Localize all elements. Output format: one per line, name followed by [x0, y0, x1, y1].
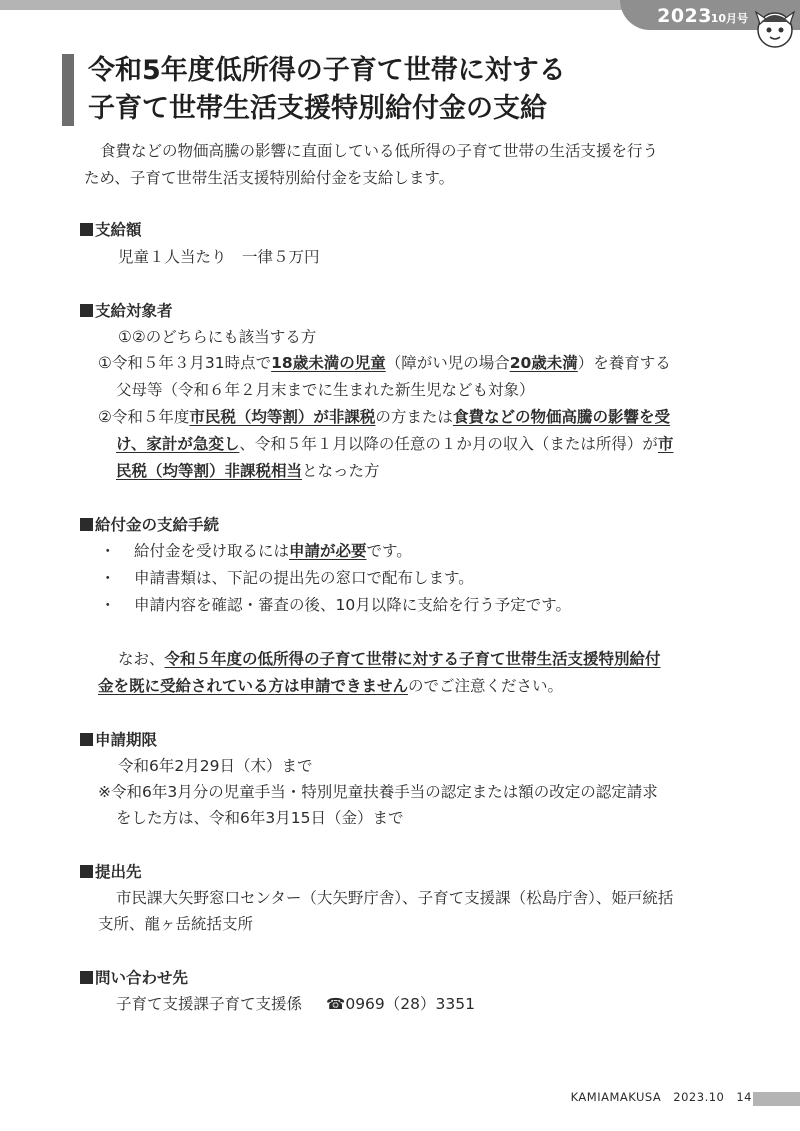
contact-phone: 0969（28）3351	[345, 995, 475, 1013]
eligibility-item-2: ②令和５年度市民税（均等割）が非課税の方または食費などの物価高騰の影響を受	[98, 408, 670, 426]
bullet-2-mark: ・	[100, 569, 116, 587]
eligibility-item-1-line-2: 父母等（令和６年２月末までに生まれた新生児なども対象）	[116, 381, 535, 399]
amount-text: 児童１人当たり 一律５万円	[118, 248, 320, 266]
period-note-line-1: ※令和6年3月分の児童手当・特別児童扶養手当の認定または額の改定の認定請求	[98, 783, 658, 801]
footer-bar	[753, 1092, 800, 1106]
phone-icon: ☎	[326, 995, 346, 1013]
procedure-bullet-3: 申請内容を確認・審査の後、10月以降に支給を行う予定です。	[134, 596, 571, 614]
title-accent-bar	[62, 54, 74, 126]
bullet-3-mark: ・	[100, 596, 116, 614]
heading-procedure: 給付金の支給手続	[80, 512, 219, 538]
eligibility-item-2-line-3: 民税（均等割）非課税相当となった方	[116, 462, 380, 480]
intro-line-2: ため、子育て世帯生活支援特別給付金を支給します。	[84, 169, 455, 187]
heading-period: 申請期限	[80, 727, 157, 753]
eligibility-item-2-line-2: け、家計が急変し、令和５年１月以降の任意の１か月の収入（または所得）が市	[116, 435, 674, 453]
heading-amount: 支給額	[80, 217, 142, 243]
heading-contact: 問い合わせ先	[80, 965, 188, 991]
procedure-bullet-1: 給付金を受け取るには申請が必要です。	[134, 542, 412, 560]
procedure-bullet-2: 申請書類は、下記の提出先の窓口で配布します。	[134, 569, 474, 587]
heading-eligibility: 支給対象者	[80, 298, 173, 324]
notice-line-1: なお、令和５年度の低所得の子育て世帯に対する子育て世帯生活支援特別給付	[118, 650, 661, 668]
eligibility-note: ①②のどちらにも該当する方	[118, 328, 317, 346]
notice-line-2: 金を既に受給されている方は申請できませんのでご注意ください。	[98, 677, 564, 695]
mascot-icon	[752, 6, 798, 52]
intro-line-1: 食費などの物価高騰の影響に直面している低所得の子育て世帯の生活支援を行う	[100, 142, 659, 160]
bullet-1-mark: ・	[100, 542, 116, 560]
eligibility-item-1: ①令和５年３月31時点で18歳未満の児童（障がい児の場合20歳未満）を養育する	[98, 354, 671, 372]
heading-submit: 提出先	[80, 859, 142, 885]
period-date: 令和6年2月29日（木）まで	[118, 757, 313, 775]
contact-dept: 子育て支援課子育て支援係	[116, 995, 303, 1013]
period-note-line-2: をした方は、令和6年3月15日（金）まで	[116, 809, 404, 827]
issue-year: 2023	[657, 5, 712, 27]
issue-month: 10月号	[710, 12, 748, 25]
submit-line-1: 市民課大矢野窓口センター（大矢野庁舎）、子育て支援課（松島庁舎）、姫戸統括	[116, 889, 674, 907]
contact-line	[116, 991, 475, 1017]
submit-line-2: 支所、龍ヶ岳統括支所	[98, 915, 254, 933]
footer-text: KAMIAMAKUSA 2023.10 14	[570, 1090, 752, 1104]
page-title: 令和5年度低所得の子育て世帯に対する 子育て世帯生活支援特別給付金の支給	[88, 55, 566, 124]
